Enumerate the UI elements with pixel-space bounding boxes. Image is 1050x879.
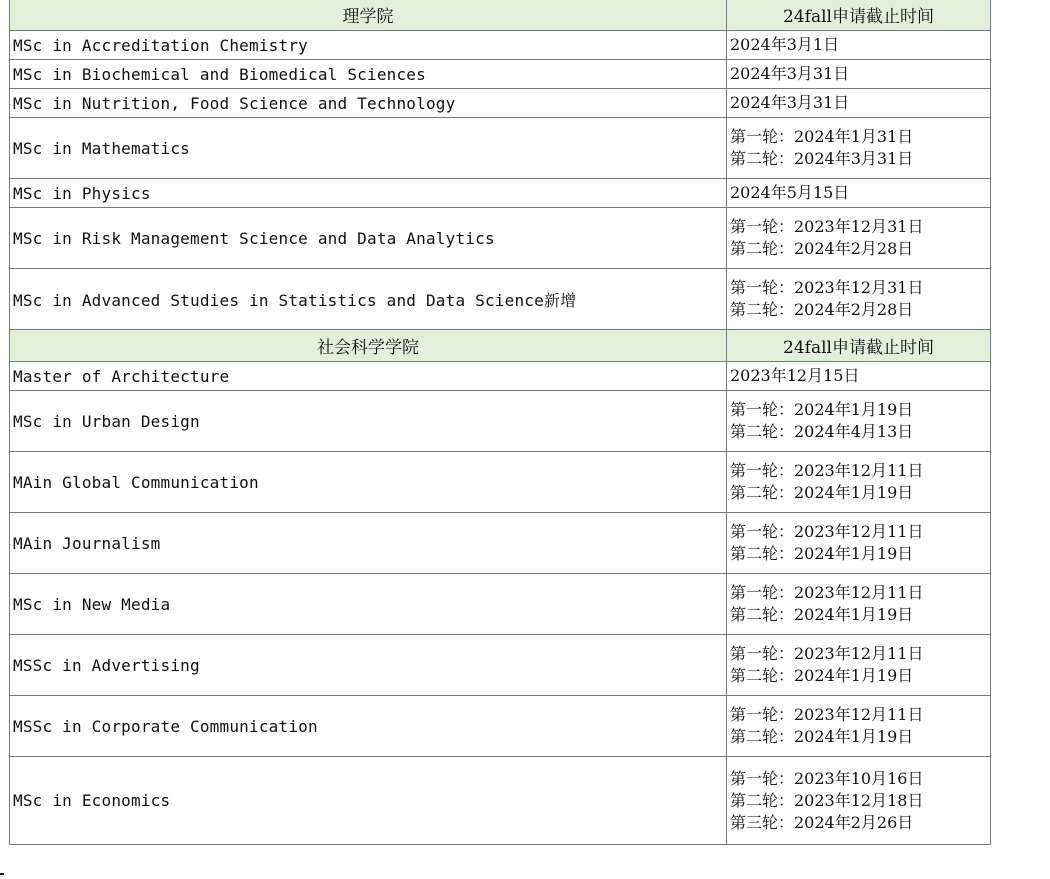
table-row (10, 452, 991, 513)
deadline-cell[interactable] (727, 269, 991, 330)
deadline-line: 第一轮：2023年12月11日 (730, 644, 924, 663)
section-title-cell[interactable]: 理学院 (10, 0, 727, 31)
deadline-line: 第二轮：2024年2月28日 (730, 300, 914, 319)
deadline-line: 第二轮：2024年1月19日 (730, 544, 914, 563)
program-name-cell[interactable]: MAin Journalism (10, 513, 727, 574)
program-name-cell[interactable]: MSc in Nutrition, Food Science and Technology (10, 89, 727, 118)
deadline-line: 第一轮：2023年12月11日 (730, 461, 924, 480)
deadline-cell[interactable] (727, 179, 991, 208)
program-name-cell[interactable]: MSc in Biochemical and Biomedical Sciences (10, 60, 727, 89)
table-row (10, 574, 991, 635)
deadline-table (9, 0, 991, 845)
program-name-cell[interactable]: MSc in Risk Management Science and Data Analytics (10, 208, 727, 269)
program-name-cell[interactable]: MSc in Accreditation Chemistry (10, 31, 727, 60)
table-row (10, 31, 991, 60)
deadline-cell[interactable] (727, 362, 991, 391)
table-row (10, 118, 991, 179)
table-row (10, 269, 991, 330)
table-row (10, 89, 991, 118)
section-header-row (10, 0, 991, 31)
deadline-line: 第一轮：2024年1月31日 (730, 127, 914, 146)
table-row (10, 696, 991, 757)
deadline-line: 第二轮：2024年1月19日 (730, 666, 914, 685)
program-name-cell[interactable]: MSc in Mathematics (10, 118, 727, 179)
program-name-cell[interactable]: Master of Architecture (10, 362, 727, 391)
cell-edge-mark (0, 873, 4, 875)
table-row (10, 362, 991, 391)
table-row (10, 179, 991, 208)
program-name-cell[interactable]: MAin Global Communication (10, 452, 727, 513)
deadline-cell[interactable] (727, 574, 991, 635)
table-body (10, 0, 991, 845)
deadline-line: 第一轮：2023年12月11日 (730, 583, 924, 602)
table-row (10, 513, 991, 574)
program-name-cell[interactable]: MSc in Advanced Studies in Statistics and Data Science新增 (10, 269, 727, 330)
deadline-line: 2024年5月15日 (730, 183, 850, 202)
deadline-cell[interactable] (727, 208, 991, 269)
section-title-cell[interactable]: 社会科学学院 (10, 330, 727, 362)
table-row (10, 208, 991, 269)
deadline-cell[interactable] (727, 452, 991, 513)
table-row (10, 635, 991, 696)
deadline-line: 第二轮：2024年2月28日 (730, 239, 914, 258)
program-name-cell[interactable]: MSc in Physics (10, 179, 727, 208)
deadline-cell[interactable] (727, 391, 991, 452)
deadline-line: 第二轮：2024年1月19日 (730, 483, 914, 502)
deadline-line: 第一轮：2024年1月19日 (730, 400, 914, 419)
deadline-line: 第三轮：2024年2月26日 (730, 812, 914, 832)
deadline-cell[interactable] (727, 118, 991, 179)
deadline-header-cell[interactable]: 24fall申请截止时间 (727, 330, 991, 362)
deadline-line: 第二轮：2024年1月19日 (730, 727, 914, 746)
deadline-line: 2024年3月1日 (730, 35, 840, 54)
section-header-row (10, 330, 991, 362)
deadline-line: 第二轮：2023年12月18日 (730, 790, 924, 810)
deadline-cell[interactable] (727, 89, 991, 118)
deadline-cell[interactable] (727, 757, 991, 845)
table-row (10, 757, 991, 845)
program-name-cell[interactable]: MSc in Economics (10, 757, 727, 845)
deadline-line: 第一轮：2023年10月16日 (730, 768, 924, 788)
table-row (10, 60, 991, 89)
program-name-cell[interactable]: MSSc in Corporate Communication (10, 696, 727, 757)
deadline-line: 第一轮：2023年12月11日 (730, 705, 924, 724)
deadline-cell[interactable] (727, 60, 991, 89)
program-name-cell[interactable]: MSc in Urban Design (10, 391, 727, 452)
table-row (10, 391, 991, 452)
deadline-cell[interactable] (727, 635, 991, 696)
deadline-line: 第一轮：2023年12月11日 (730, 522, 924, 541)
deadline-line: 第一轮：2023年12月31日 (730, 217, 924, 236)
program-name-cell[interactable]: MSc in New Media (10, 574, 727, 635)
deadline-line: 第二轮：2024年3月31日 (730, 149, 914, 168)
deadline-cell[interactable] (727, 31, 991, 60)
deadline-cell[interactable] (727, 696, 991, 757)
program-name-cell[interactable]: MSSc in Advertising (10, 635, 727, 696)
deadline-cell[interactable] (727, 513, 991, 574)
deadline-header-cell[interactable]: 24fall申请截止时间 (727, 0, 991, 31)
deadline-line: 2023年12月15日 (730, 366, 860, 385)
deadline-line: 第二轮：2024年4月13日 (730, 422, 914, 441)
deadline-line: 2024年3月31日 (730, 93, 850, 112)
deadline-line: 第二轮：2024年1月19日 (730, 605, 914, 624)
deadline-line: 第一轮：2023年12月31日 (730, 278, 924, 297)
deadline-line: 2024年3月31日 (730, 64, 850, 83)
